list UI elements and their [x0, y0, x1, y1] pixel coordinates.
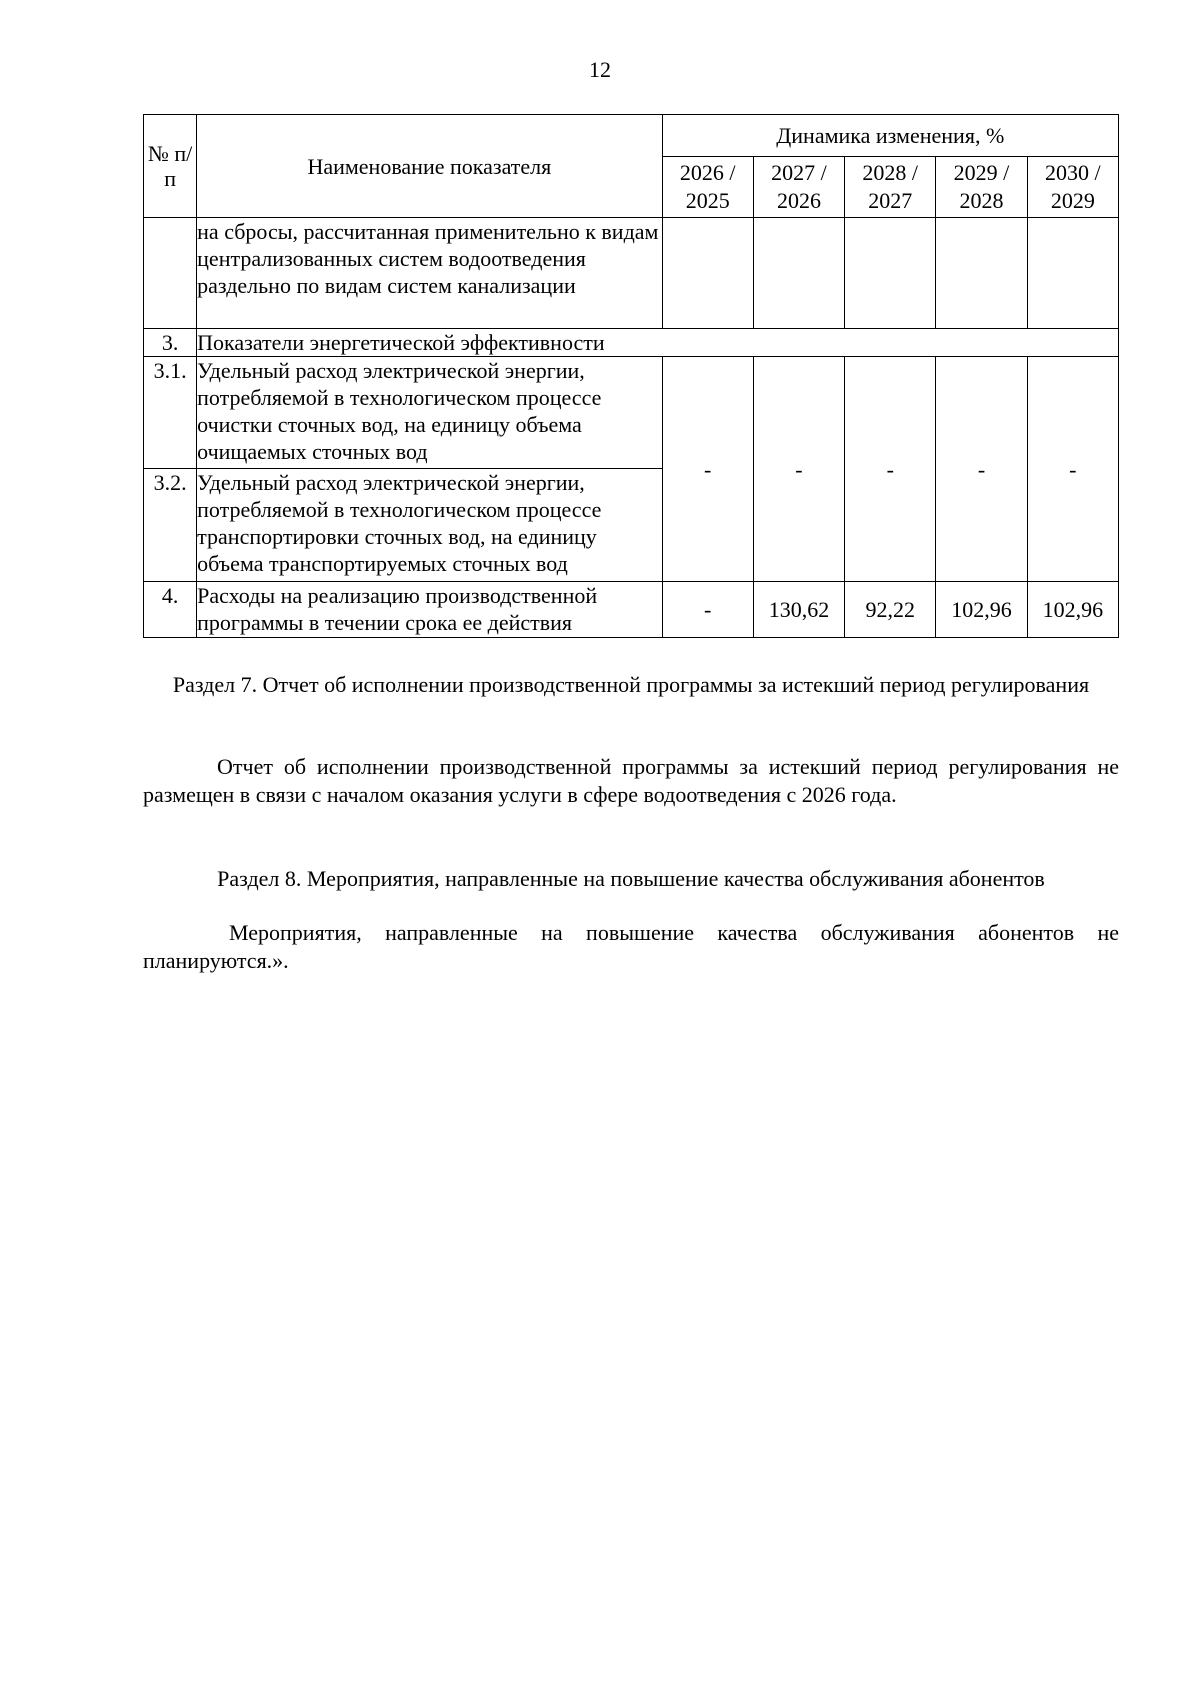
header-dynamics: Динамика изменения, % — [662, 115, 1118, 157]
cell-value-2030: 102,96 — [1027, 582, 1118, 638]
section-7-text: Отчет об исполнении производственной программы за истекший период регулирования не размещен в связи с началом оказания услуги в сфере водоотведения с 2026 года. — [143, 754, 1119, 807]
cell-value-2028: 92,22 — [845, 582, 936, 638]
header-year-2027: 2027 / 2026 — [753, 157, 844, 218]
section-8-text: Мероприятия, направленные на повышение качества обслуживания абонентов не планируются.». — [143, 920, 1119, 973]
cell-value-2028: - — [845, 357, 936, 582]
section-8-title: Раздел 8. Мероприятия, направленные на повышение качества обслуживания абонентов — [217, 866, 1045, 891]
cell-value-2030: - — [1027, 357, 1118, 582]
table-row-4 — [144, 582, 1119, 638]
cell-empty — [845, 218, 936, 329]
section-7-title: Раздел 7. Отчет об исполнении производственной программы за истекший период регулирования — [172, 672, 1090, 697]
header-indicator-name: Наименование показателя — [197, 115, 662, 218]
indicators-table — [143, 114, 1119, 638]
row-number: 3. — [144, 329, 197, 357]
cell-value-2026: - — [662, 357, 753, 582]
header-year-2026: 2026 / 2025 — [662, 157, 753, 218]
section-heading: Показатели энергетической эффективности — [197, 329, 1119, 357]
row-number: 3.1. — [144, 357, 197, 469]
row-number — [144, 218, 197, 329]
row-indicator-name: Удельный расход электрической энергии, потребляемой в технологическом процессе транспортировки сточных вод, на единицу объема транспортируемых сточных вод — [197, 469, 662, 582]
header-year-2028: 2028 / 2027 — [845, 157, 936, 218]
header-year-2030: 2030 / 2029 — [1027, 157, 1118, 218]
header-year-2029: 2029 / 2028 — [936, 157, 1027, 218]
cell-value-2029: - — [936, 357, 1027, 582]
row-indicator-name: Удельный расход электрической энергии, потребляемой в технологическом процессе очистки сточных вод, на единицу объема очищаемых сточных вод — [197, 357, 662, 469]
table-row-continued — [144, 218, 1119, 329]
cell-empty — [662, 218, 753, 329]
cell-empty — [1027, 218, 1118, 329]
table-row-3-1 — [144, 357, 1119, 469]
cell-value-2027: 130,62 — [753, 582, 844, 638]
cell-value-2029: 102,96 — [936, 582, 1027, 638]
page-number: 12 — [589, 57, 611, 82]
table-row-section-3 — [144, 329, 1119, 357]
row-number: 4. — [144, 582, 197, 638]
cell-value-2027: - — [753, 357, 844, 582]
cell-value-2026: - — [662, 582, 753, 638]
cell-empty — [753, 218, 844, 329]
row-indicator-name: Расходы на реализацию производственной программы в течении срока ее действия — [197, 582, 662, 638]
row-indicator-name: на сбросы, рассчитанная применительно к видам централизованных систем водоотведения раздельно по видам систем канализации — [197, 218, 662, 329]
row-number: 3.2. — [144, 469, 197, 582]
header-number: № п/п — [144, 115, 197, 218]
cell-empty — [936, 218, 1027, 329]
